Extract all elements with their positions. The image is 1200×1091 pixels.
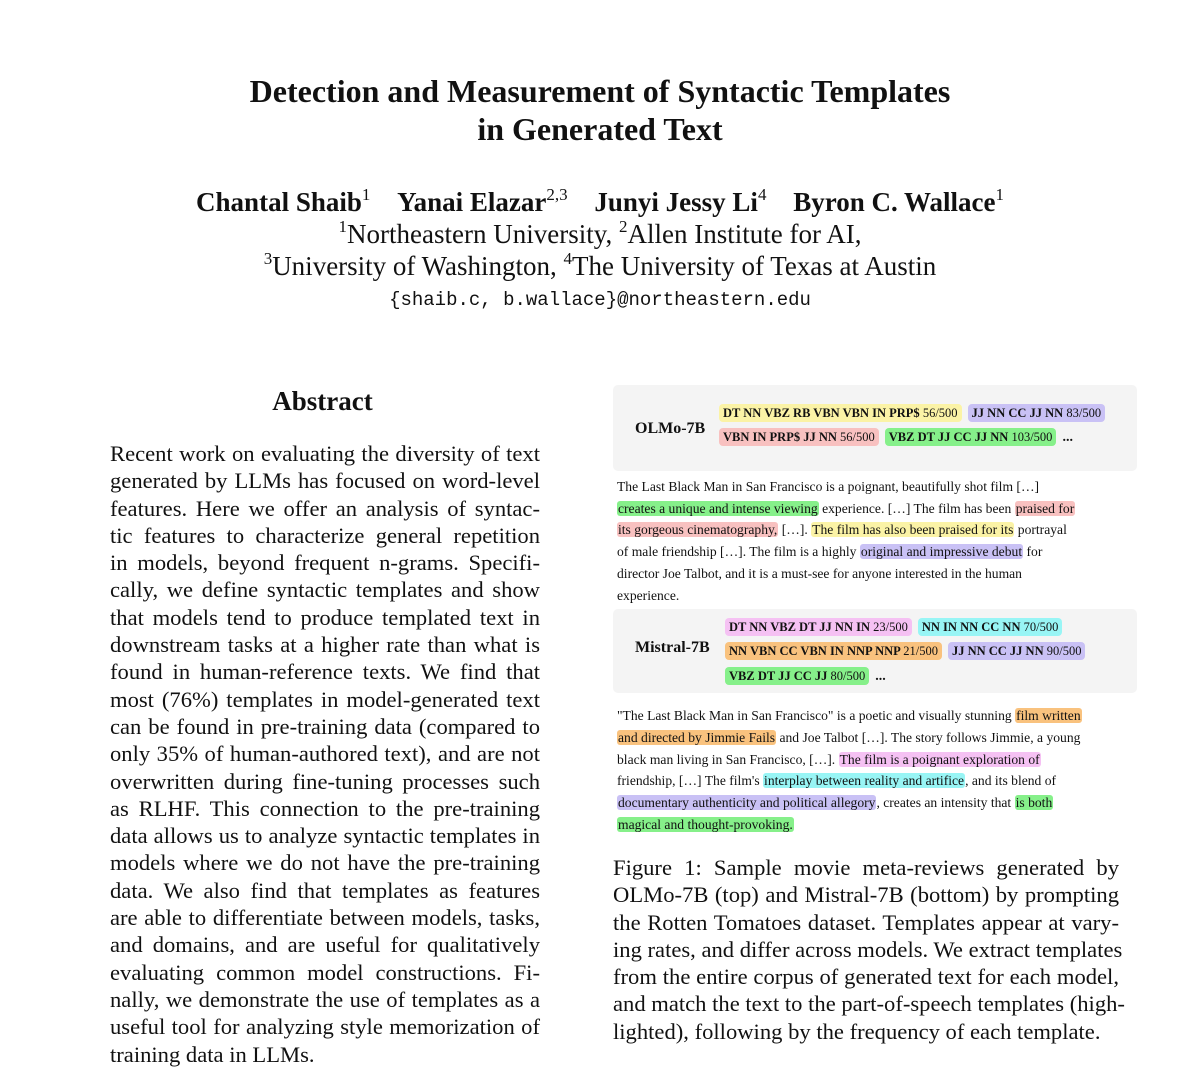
author-sup: 2,3 [546, 185, 568, 204]
text-span: , and its blend of [965, 773, 1057, 789]
author-sup: 1 [995, 185, 1004, 204]
text-line: found in human-reference texts. We find that [110, 659, 540, 685]
pos-template-tag [918, 618, 1062, 636]
pos-template-tag [885, 428, 1057, 446]
text-line: most (76%) templates in model-generated text [110, 686, 540, 712]
aff-text: The University of Texas at Austin [572, 251, 937, 281]
aff-text: Allen Institute for AI, [627, 219, 862, 249]
text-line: useful tool for analyzing style memorization of [110, 1014, 540, 1040]
highlight-span: is both [1015, 795, 1053, 811]
paper-title [0, 72, 1200, 148]
text-span: of male friendship […]. The film is a highly [617, 544, 860, 560]
pos-template-tag [725, 618, 912, 636]
aff-sup: 2 [618, 217, 628, 236]
olmo-tag-row-2 [719, 428, 1073, 446]
text-line: data allows us to analyze syntactic templates in [110, 823, 540, 849]
aff-text: University of Washington, [272, 251, 564, 281]
author-list [0, 186, 1200, 218]
text-line: tic features to characterize general repetition [110, 522, 540, 548]
template-count: 21/500 [903, 644, 938, 659]
highlight-span: its gorgeous cinematography, [618, 522, 778, 538]
text-line: can be found in pre-training data (compared to [110, 713, 540, 739]
text-line: as RLHF. This connection to the pre-training [110, 795, 540, 821]
text-span: black man living in San Francisco, […]. [617, 751, 839, 767]
template-count: 80/500 [830, 669, 866, 684]
pos-sequence: JJ NN CC JJ NN [971, 406, 1067, 420]
author-email: {shaib.c, b.wallace}@northeastern.edu [389, 289, 811, 311]
text-line: OLMo-7B (top) and Mistral-7B (bottom) by prompting [613, 882, 1119, 908]
example-line [617, 541, 1135, 563]
example-line: The Last Black Man in San Francisco is a poignant, beautifully shot film […] [617, 479, 1040, 494]
highlight-span: and directed by Jimmie Fails [618, 729, 776, 745]
pos-template-tag [968, 404, 1106, 422]
author-name: Yanai Elazar [397, 187, 547, 217]
author-sup: 1 [361, 185, 371, 204]
affiliation-line-2 [0, 250, 1200, 282]
figure-caption [613, 854, 1125, 1045]
text-span: and Joe Talbot […]. The story follows Jimmie, a young [776, 729, 1081, 745]
template-count: 83/500 [1066, 406, 1102, 420]
template-count: 56/500 [922, 406, 958, 420]
text-span: […]. [778, 522, 812, 538]
text-line: in models, beyond frequent n-grams. Specifi- [110, 550, 540, 576]
text-line: features. Here we offer an analysis of syntac- [110, 495, 540, 521]
olmo-example-text [613, 476, 1137, 606]
highlight-span: magical and thought-provoking. [618, 816, 793, 832]
example-line [617, 727, 1135, 749]
example-line [617, 498, 1135, 520]
text-span: "The Last Black Man in San Francisco" is a poetic and visually stunning [617, 708, 1016, 724]
abstract-body [110, 440, 540, 1068]
mistral-tag-row-2 [725, 642, 1091, 660]
template-count: 90/500 [1046, 644, 1082, 659]
text-line: that models tend to produce templated text in [110, 604, 540, 630]
model-label-olmo: OLMo-7B [635, 420, 706, 437]
example-line [617, 792, 1135, 814]
mistral-tag-row-1 [725, 618, 1068, 636]
example-line [617, 749, 1135, 771]
text-line: overwritten during fine-tuning processes such [110, 768, 540, 794]
example-line [617, 705, 1135, 727]
ellipsis: ... [875, 669, 886, 685]
pos-sequence: NN VBN CC VBN IN NNP NNP [729, 644, 904, 659]
example-line: experience. [617, 587, 680, 603]
author-2 [397, 187, 568, 217]
template-count: 56/500 [840, 430, 875, 444]
highlight-span: interplay between reality and artifice [764, 773, 965, 789]
author-4 [793, 187, 1004, 217]
pos-sequence: DT NN VBZ RB VBN VBN IN PRP$ [723, 406, 923, 420]
pos-template-tag [725, 667, 869, 685]
mistral-template-box [613, 609, 1137, 693]
text-span: , creates an intensity that [876, 795, 1015, 811]
example-line: director Joe Talbot, and it is a must-see for anyone interested in the human [617, 565, 1022, 581]
affiliation-line-1 [0, 218, 1200, 250]
text-line: nally, we demonstrate the use of templates as a [110, 986, 540, 1012]
text-line: evaluating common model constructions. Fi- [110, 959, 540, 985]
highlight-span: original and impressive debut [860, 544, 1023, 560]
text-line: the Rotten Tomatoes dataset. Templates appear at vary- [613, 909, 1119, 935]
figure-1 [613, 385, 1137, 835]
pos-template-tag [948, 642, 1086, 660]
text-line: cally, we define syntactic templates and show [110, 577, 540, 603]
pos-template-tag [719, 428, 879, 446]
text-span: friendship, […] The film's [617, 773, 764, 789]
ellipsis: ... [1062, 430, 1073, 445]
text-line: data. We also find that templates as features [110, 877, 540, 903]
template-count: 103/500 [1011, 430, 1053, 444]
abstract-heading: Abstract [272, 386, 373, 416]
text-span: for [1023, 544, 1043, 560]
example-line [617, 814, 1135, 836]
text-line: generated by LLMs has focused on word-level [110, 468, 540, 494]
template-count: 23/500 [873, 620, 908, 635]
pos-sequence: JJ NN CC JJ NN [951, 644, 1047, 659]
author-sup: 4 [757, 185, 767, 204]
highlight-span: praised for [1015, 500, 1075, 516]
pos-sequence: VBZ DT JJ CC JJ [729, 669, 831, 684]
highlight-span: The film is a poignant exploration of [839, 751, 1040, 767]
text-line: downstream tasks at a higher rate than what is [110, 632, 540, 658]
aff-sup: 1 [338, 217, 348, 236]
olmo-template-box [613, 385, 1137, 471]
author-3 [594, 187, 766, 217]
author-name: Junyi Jessy Li [594, 187, 758, 217]
highlight-span: film written [1016, 708, 1081, 724]
aff-text: Northeastern University, [347, 219, 619, 249]
pos-template-tag [719, 404, 962, 422]
title-line-2: in Generated Text [477, 111, 723, 147]
text-line: ing rates, and differ across models. We extract templates [613, 936, 1123, 962]
text-line: models where we do not have the pre-training [110, 850, 540, 876]
text-line: are able to differentiate between models, tasks, [110, 905, 540, 931]
model-label-mistral: Mistral-7B [635, 639, 710, 657]
highlight-span: creates a unique and intense viewing [618, 500, 818, 516]
aff-sup: 4 [563, 249, 572, 268]
author-1 [196, 187, 370, 217]
title-line-1: Detection and Measurement of Syntactic Templates [249, 73, 951, 109]
pos-template-tag [725, 642, 942, 660]
text-span: experience. […] The film has been [818, 500, 1015, 516]
author-name: Byron C. Wallace [793, 187, 996, 217]
template-count: 70/500 [1023, 620, 1059, 635]
author-name: Chantal Shaib [196, 187, 362, 217]
highlight-span: The film has also been praised for its [812, 522, 1014, 538]
aff-sup: 3 [263, 249, 273, 268]
example-line [617, 519, 1135, 541]
text-line: Figure 1: Sample movie meta-reviews generated by [613, 855, 1119, 880]
mistral-example-text [613, 705, 1137, 835]
text-line: from the entire corpus of generated text for each model, [613, 964, 1119, 990]
pos-sequence: NN IN NN CC NN [921, 620, 1024, 635]
highlight-span: documentary authenticity and political allegory [618, 795, 876, 811]
olmo-tag-row-1 [719, 404, 1111, 422]
text-line: Recent work on evaluating the diversity of text [110, 441, 540, 466]
text-line: training data in LLMs. [110, 1041, 315, 1067]
pos-sequence: VBN IN PRP$ JJ NN [723, 430, 841, 444]
text-line: and domains, and are useful for qualitatively [110, 932, 540, 958]
text-span: portrayal [1014, 522, 1067, 538]
example-line [617, 770, 1135, 792]
text-line: and match the text to the part-of-speech templates (high- [613, 991, 1125, 1017]
text-line: only 35% of human-authored text), and are not [110, 741, 540, 767]
mistral-tag-row-3 [725, 667, 886, 685]
author-block [0, 186, 1200, 282]
pos-sequence: VBZ DT JJ CC JJ NN [888, 430, 1012, 444]
text-line: lighted), following by the frequency of each template. [613, 1018, 1101, 1044]
pos-sequence: DT NN VBZ DT JJ NN IN [729, 620, 874, 635]
